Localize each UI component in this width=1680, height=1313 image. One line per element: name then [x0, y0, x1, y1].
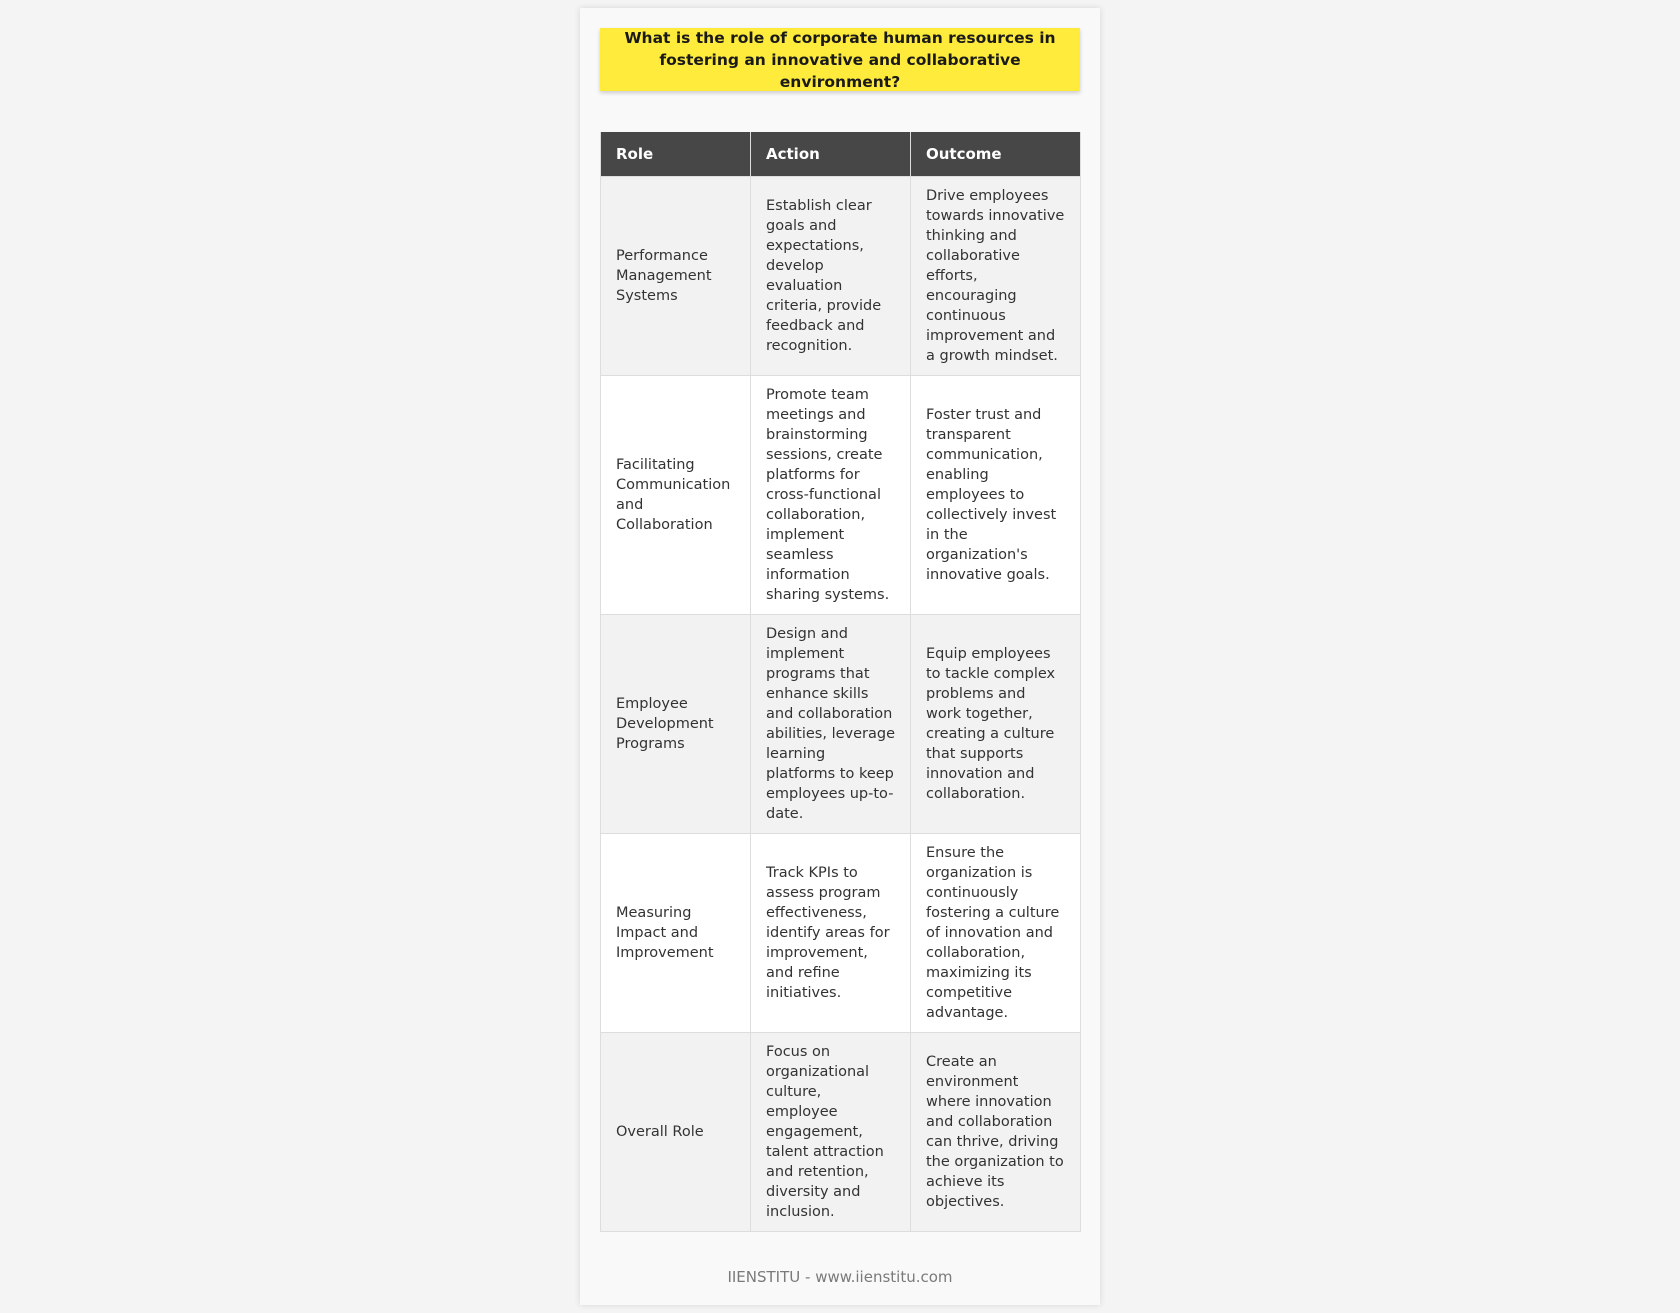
table-row — [601, 834, 1081, 1033]
page-title: What is the role of corporate human resources in fostering an innovative and collaborative environment? — [624, 28, 1056, 91]
content-card — [580, 8, 1100, 1305]
title-banner — [600, 28, 1080, 91]
cell-action: Focus on organizational culture, employee engagement, talent attraction and retention, diversity and inclusion. — [751, 1033, 911, 1232]
cell-outcome: Create an environment where innovation and collaboration can thrive, driving the organization to achieve its objectives. — [911, 1033, 1081, 1232]
table-row — [601, 376, 1081, 615]
cell-outcome: Drive employees towards innovative thinking and collaborative efforts, encouraging continuous improvement and a growth mindset. — [911, 177, 1081, 376]
cell-outcome: Equip employees to tackle complex problems and work together, creating a culture that supports innovation and collaboration. — [911, 615, 1081, 834]
cell-outcome: Ensure the organization is continuously fostering a culture of innovation and collaboration, maximizing its competitive advantage. — [911, 834, 1081, 1033]
header-role: Role — [601, 132, 751, 177]
cell-role: Overall Role — [601, 1033, 751, 1232]
cell-role: Performance Management Systems — [601, 177, 751, 376]
roles-table — [600, 132, 1081, 1232]
cell-action: Establish clear goals and expectations, develop evaluation criteria, provide feedback and recognition. — [751, 177, 911, 376]
cell-outcome: Foster trust and transparent communication, enabling employees to collectively invest in the organization's innovative goals. — [911, 376, 1081, 615]
table-row — [601, 1033, 1081, 1232]
footer-credit: IIENSTITU - www.iienstitu.com — [727, 1268, 953, 1286]
cell-action: Promote team meetings and brainstorming sessions, create platforms for cross-functional collaboration, implement seamless information sharing systems. — [751, 376, 911, 615]
header-outcome: Outcome — [911, 132, 1081, 177]
table-header-row — [601, 132, 1081, 177]
table-row — [601, 177, 1081, 376]
table-row — [601, 615, 1081, 834]
cell-action: Track KPIs to assess program effectiveness, identify areas for improvement, and refine initiatives. — [751, 834, 911, 1033]
cell-role: Facilitating Communication and Collaboration — [601, 376, 751, 615]
cell-action: Design and implement programs that enhance skills and collaboration abilities, leverage learning platforms to keep employees up-to-date. — [751, 615, 911, 834]
cell-role: Employee Development Programs — [601, 615, 751, 834]
header-action: Action — [751, 132, 911, 177]
cell-role: Measuring Impact and Improvement — [601, 834, 751, 1033]
